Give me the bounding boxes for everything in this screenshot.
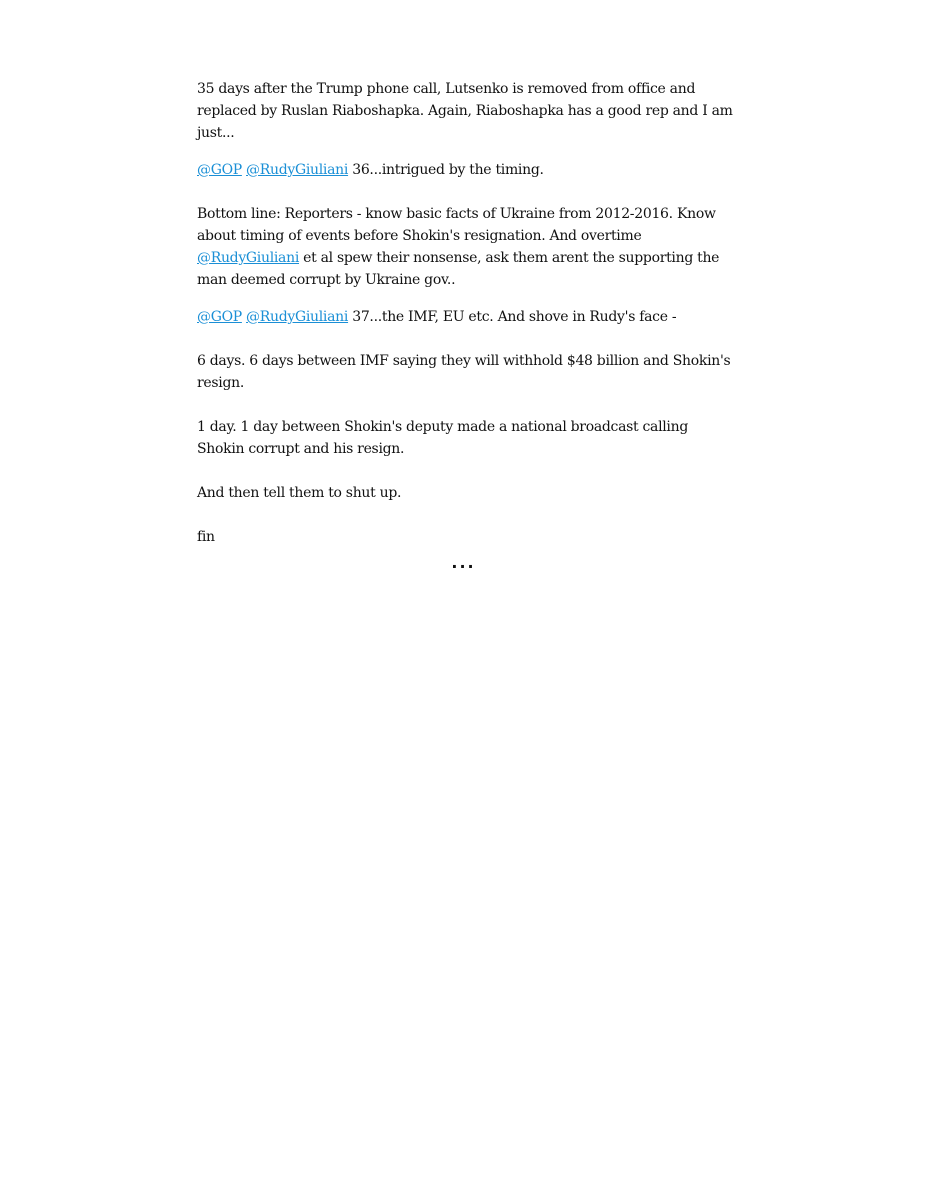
tweet-paragraph-37 [197, 306, 737, 328]
tweet-text: 37...the IMF, EU etc. And shove in Rudy's face - [348, 309, 677, 325]
mention-link-rudygiuliani[interactable]: @RudyGiuliani [246, 162, 349, 178]
fin-paragraph: fin [197, 529, 215, 545]
mention-link-gop[interactable]: @GOP [197, 162, 242, 178]
tweet-text: 36...intrigued by the timing. [348, 162, 544, 178]
mention-link-rudygiuliani[interactable]: @RudyGiuliani [246, 309, 349, 325]
tweet-text: et al spew their nonsense, ask them arent the supporting the man deemed corrupt by Ukraine gov.. [197, 250, 720, 288]
mention-link-rudygiuliani[interactable]: @RudyGiuliani [197, 250, 300, 266]
one-day-paragraph: 1 day. 1 day between Shokin's deputy made a national broadcast calling Shokin corrupt and his resign. [197, 419, 688, 457]
mention-link-gop[interactable]: @GOP [197, 309, 242, 325]
thread-document [197, 78, 737, 548]
tweet-paragraph-35: 35 days after the Trump phone call, Lutsenko is removed from office and replaced by Ruslan Riaboshapka. Again, Riaboshapka has a good rep and I am just... [197, 81, 733, 141]
shut-up-paragraph: And then tell them to shut up. [197, 485, 402, 501]
more-indicator: ... [451, 553, 476, 572]
tweet-text: Bottom line: Reporters - know basic facts of Ukraine from 2012-2016. Know about timing of events before Shokin's resignation. And overtime [197, 206, 716, 244]
tweet-paragraph-36 [197, 159, 737, 181]
bottom-line-paragraph [197, 203, 737, 291]
six-days-paragraph: 6 days. 6 days between IMF saying they will withhold $48 billion and Shokin's resign. [197, 353, 731, 391]
